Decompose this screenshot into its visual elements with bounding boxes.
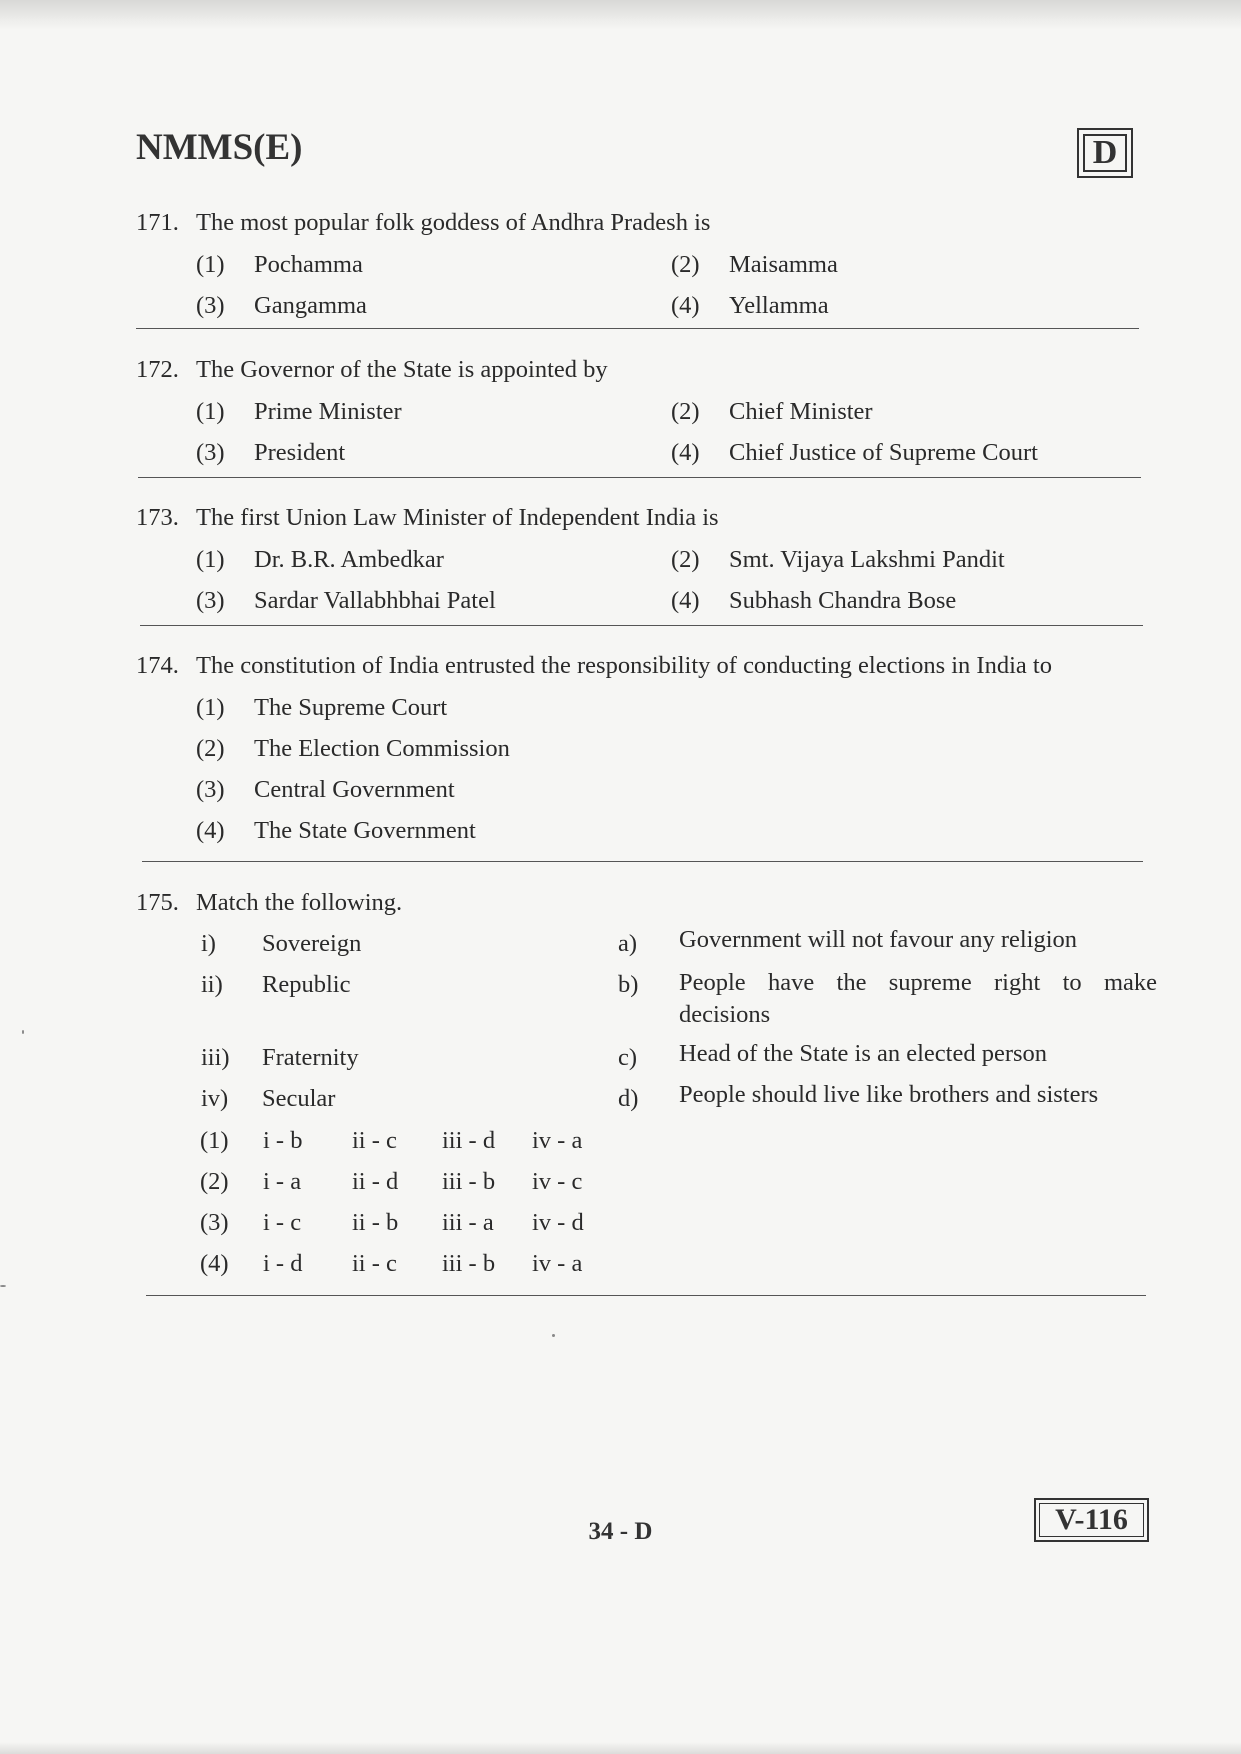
option-row xyxy=(136,244,1136,285)
question-174 xyxy=(136,651,1136,851)
match-left-item: Republic xyxy=(262,971,351,998)
option-4[interactable]: (4) The State Government xyxy=(196,817,476,844)
option-2[interactable]: (2) Chief Minister xyxy=(671,398,873,425)
option-2[interactable]: (2) i - a ii - d iii - b iv - c xyxy=(200,1168,583,1195)
question-171 xyxy=(136,208,1136,326)
question-divider xyxy=(146,1295,1146,1296)
option-1[interactable]: (1) i - b ii - c iii - d iv - a xyxy=(200,1127,583,1154)
question-number: 174. xyxy=(136,652,179,679)
option-3[interactable]: (3) Sardar Vallabhbhai Patel xyxy=(196,587,496,614)
option-1[interactable]: (1) The Supreme Court xyxy=(196,694,448,721)
option-row xyxy=(136,728,1136,769)
option-row xyxy=(136,687,1136,728)
option-row xyxy=(136,285,1136,326)
set-code-box xyxy=(1077,128,1133,178)
question-number: 173. xyxy=(136,504,179,531)
option-2[interactable]: (2) Smt. Vijaya Lakshmi Pandit xyxy=(671,546,1005,573)
question-stem xyxy=(136,888,1136,918)
match-right-item: People have the supreme right to make decisions xyxy=(679,969,1157,1028)
question-stem xyxy=(136,355,1136,385)
scan-speck xyxy=(22,1030,24,1034)
match-row xyxy=(136,1038,1136,1079)
option-3[interactable]: (3) President xyxy=(196,439,346,466)
match-row xyxy=(136,924,1136,965)
option-3[interactable]: (3) i - c ii - b iii - a iv - d xyxy=(200,1209,584,1236)
option-row xyxy=(136,769,1136,810)
question-number: 172. xyxy=(136,356,179,383)
question-text: The most popular folk goddess of Andhra Pradesh is xyxy=(196,209,711,236)
question-number: 175. xyxy=(136,889,179,916)
option-3[interactable]: (3) Gangamma xyxy=(196,292,367,319)
question-stem xyxy=(136,651,1136,681)
paper-code: V-116 xyxy=(1039,1503,1144,1537)
question-173 xyxy=(136,503,1136,621)
match-letter: b) xyxy=(618,971,639,998)
question-divider xyxy=(140,625,1143,626)
match-left-item: Secular xyxy=(262,1085,336,1112)
match-left-item: Sovereign xyxy=(262,930,362,957)
option-1[interactable]: (1) Pochamma xyxy=(196,251,363,278)
match-right-item: People should live like brothers and sisters xyxy=(679,1081,1099,1108)
question-divider xyxy=(142,861,1143,862)
question-text: The first Union Law Minister of Independent India is xyxy=(196,504,719,531)
option-2[interactable]: (2) Maisamma xyxy=(671,251,838,278)
scan-bottom-shadow xyxy=(0,1742,1241,1754)
option-4[interactable]: (4) Chief Justice of Supreme Court xyxy=(671,439,1038,466)
option-row xyxy=(136,580,1136,621)
option-row xyxy=(136,432,1136,473)
page-number: 34 - D xyxy=(588,1518,653,1545)
question-text: The constitution of India entrusted the responsibility of conducting elections in India to xyxy=(196,652,1052,679)
option-row xyxy=(136,391,1136,432)
option-1[interactable]: (1) Dr. B.R. Ambedkar xyxy=(196,546,444,573)
option-4[interactable]: (4) i - d ii - c iii - b iv - a xyxy=(200,1250,583,1277)
match-right-item: Head of the State is an elected person xyxy=(679,1040,1048,1067)
question-number: 171. xyxy=(136,209,179,236)
match-row xyxy=(136,1079,1136,1120)
question-text: The Governor of the State is appointed by xyxy=(196,356,608,383)
option-4[interactable]: (4) Yellamma xyxy=(671,292,829,319)
option-2[interactable]: (2) The Election Commission xyxy=(196,735,510,762)
question-stem xyxy=(136,503,1136,533)
set-code: D xyxy=(1083,134,1127,172)
scan-speck xyxy=(552,1334,555,1337)
match-right-item: Government will not favour any religion xyxy=(679,926,1078,953)
match-row xyxy=(136,965,1157,1038)
question-text: Match the following. xyxy=(196,889,403,916)
exam-title: NMMS(E) xyxy=(136,127,303,168)
match-roman: iv) xyxy=(201,1085,229,1112)
question-divider xyxy=(136,328,1139,329)
match-roman: i) xyxy=(201,930,216,957)
match-letter: d) xyxy=(618,1085,639,1112)
paper-code-box xyxy=(1034,1498,1149,1542)
match-letter: c) xyxy=(618,1044,638,1071)
scan-speck xyxy=(0,1285,6,1287)
question-divider xyxy=(138,477,1141,478)
match-roman: ii) xyxy=(201,971,223,998)
question-172 xyxy=(136,355,1136,473)
option-row xyxy=(136,810,1136,851)
option-3[interactable]: (3) Central Government xyxy=(196,776,455,803)
scan-top-shadow xyxy=(0,0,1241,30)
question-stem xyxy=(136,208,1136,238)
question-175 xyxy=(136,888,1157,1284)
option-1[interactable]: (1) Prime Minister xyxy=(196,398,402,425)
option-row xyxy=(136,539,1136,580)
match-left-item: Fraternity xyxy=(262,1044,359,1071)
match-letter: a) xyxy=(618,930,638,957)
option-4[interactable]: (4) Subhash Chandra Bose xyxy=(671,587,957,614)
match-roman: iii) xyxy=(201,1044,230,1071)
